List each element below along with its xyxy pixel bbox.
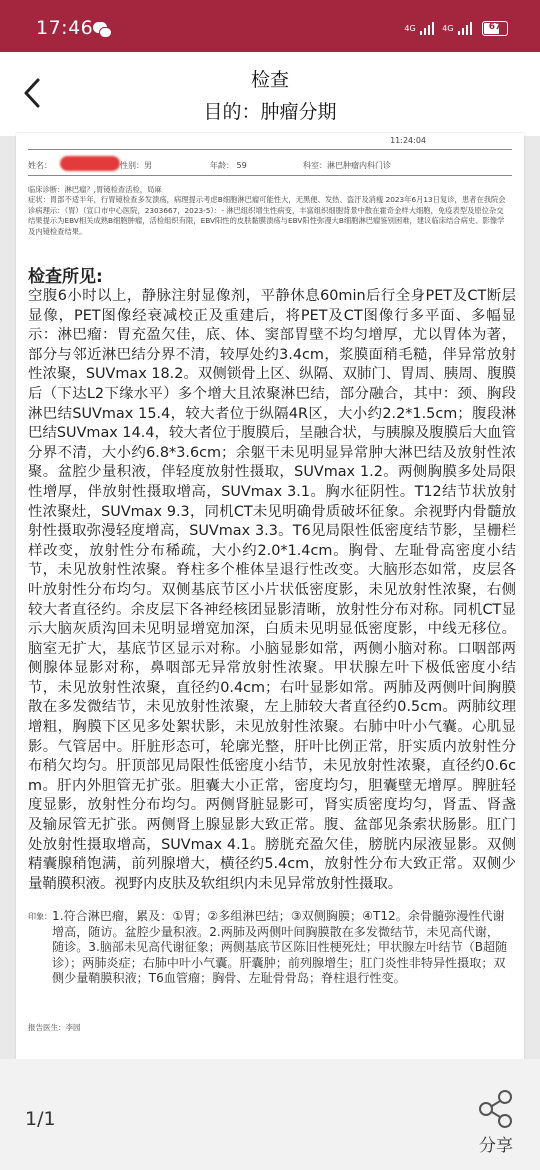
status-bar <box>0 0 540 52</box>
share-label: 分享 <box>479 1136 513 1156</box>
status-time: 17:46 <box>36 17 94 39</box>
impression-block <box>28 909 510 987</box>
nav-header <box>0 52 540 136</box>
report-doctor: 报告医生：李园 <box>28 1023 81 1032</box>
battery-level: 67 <box>488 22 502 32</box>
findings-text: 空腹6小时以上，静脉注射显像剂，平静休息60min后行全身PET及CT断层显像，PET图像经衰减校正及重建后，将PET及CT图像行多平面、多幅显示：淋巴瘤：胃充盈欠佳，底、体、窦部胃壁不均匀增厚，尤以胃体为著，部分与邻近淋巴结分界不清，较厚处约3.4cm，浆膜面稍毛糙，伴异常放射性浓聚，SUVmax 18.2。双侧锁骨上区、纵隔、双肺门、胃周、胰周、腹膜后（下达L2下缘水平）多个增大且浓聚淋巴结，部分融合，其中：颈、胸段淋巴结SUVmax 15.4，较大者位于纵隔4R区，大小约2.2*1.5cm；腹段淋巴结SUVmax 14.4，较大者位于腹膜后，呈融合状，与胰腺及腹膜后大血管分界不清，大小约6.8*3.6cm；余躯干未见明显异常肿大淋巴结及放射性浓聚。盆腔少量积液，伴轻度放射性摄取，SUVmax 1.2。两侧胸膜多处局限性增厚，伴放射性摄取增高，SUVmax 3.1。胸水征阴性。T12结节状放射性浓聚灶，SUVmax 9.3，同机CT未见明确骨质破坏征象。余视野内骨髓放射性摄取弥漫轻度增高，SUVmax 3.3。T6见局限性低密度结节影，呈栅栏样改变，放射性分布稀疏，大小约2.0*1.4cm。胸骨、左耻骨高密度小结节，未见放射性浓聚。脊柱多个椎体呈退行性改变。大脑形态如常，皮层各叶放射性分布均匀。双侧基底节区小片状低密度影，未见放射性浓聚，右侧较大者直径约。余皮层下各神经核团显影清晰，放射性分布对称。同机CT显示大脑灰质沟回未见明显增宽加深，白质未见明显低密度影，中线无移位。脑室无扩大，基底节区显示对称。小脑显影如常，两侧小脑对称。口咽部两侧腺体显影对称，鼻咽部无异常放射性浓聚。甲状腺左叶下极低密度小结节，未见放射性浓聚，直径约0.4cm；右叶显影如常。两肺及两侧叶间胸膜散在多发微结节，未见放射性浓聚，左上肺较大者直径约0.5cm。两肺纹理增粗，胸膜下区见多处絮状影，未见放射性浓聚。右肺中叶小气囊。心肌显影。气管居中。肝脏形态可，轮廓光整，肝叶比例正常，肝实质内放射性分布稍欠均匀。肝顶部见局限性低密度小结节，未见放射性浓聚，直径约0.6cm。肝内外胆管无扩张。胆囊大小正常，密度均匀，胆囊壁无增厚。脾脏轻度显影，放射性分布均匀。两侧肾脏显影可，肾实质密度均匀，肾盂、肾盏及输尿管无扩张。两侧肾上腺显影大致正常。腹、盆部见条索状肠影。肛门处放射性摄取增高，SUVmax 4.1。膀胱充盈欠佳，膀胱内尿液显影。双侧精囊腺稍饱满，前列腺增大，横径约5.4cm，放射性分布大致正常。双侧少量鞘膜积液。视野内皮肤及软组织内未见异常放射性摄取。 <box>28 288 516 892</box>
battery-icon <box>482 21 508 36</box>
bottom-bar <box>0 1059 540 1170</box>
share-button[interactable] <box>474 1089 518 1156</box>
gender-label: 性别：男 <box>120 161 152 170</box>
divider <box>28 175 512 176</box>
status-indicators <box>404 21 508 36</box>
network-type-1: 4G <box>404 24 416 33</box>
clinical-diagnosis: 临床诊断：淋巴瘤？,胃镜检查活检，局麻 <box>28 185 162 194</box>
findings-title: 检查所见: <box>28 267 103 287</box>
age-label: 年龄： 59 <box>210 161 247 170</box>
page-indicator: 1/1 <box>25 1108 56 1130</box>
name-label: 姓名： <box>28 161 52 170</box>
clinical-info <box>28 185 506 237</box>
impression-text: 1.符合淋巴瘤，累及：①胃；②多组淋巴结；③双侧胸膜；④T12。余骨髓弥漫性代谢增高，随访。盆腔少量积液。2.两肺及两侧叶间胸膜散在多发微结节，未见高代谢，随诊。3.脑部未见高代谢征象；两侧基底节区陈旧性梗死灶；甲状腺左叶结节（B超随诊）；两肺炎症；右肺中叶小气囊。肝囊肿；前列腺增生；肛门炎性非特异性摄取；双侧少量鞘膜积液；T6血管瘤；胸骨、左耻骨骨岛；脊柱退行性变。 <box>52 909 508 986</box>
signal-icon-2 <box>458 22 473 35</box>
divider <box>28 149 512 150</box>
symptoms: 症状：胃部不适半年，行胃镜检查多发溃疡，病理提示考虑B细胞淋巴瘤可能性大，无黑便、发热、盗汗及消瘦 2023年6月13日复诊，患者在我院会诊病理示：（胃）（宣口市中心医院，2303667，2023-5）：- 淋巴组织增生性病变，丰富组织细胞背景中散在霍奇金样大细胞，免疫表型及原位杂交结果提示为EBV相关成熟B细胞肿瘤，活检组织有限，EBV阳性的皮肤黏膜溃疡与EBV阳性弥漫大B细胞淋巴瘤鉴别困难，建议临床结合病史、影像学及内镜检查结果。 <box>28 195 506 236</box>
signal-icon-1 <box>420 22 435 35</box>
redacted-name <box>60 156 120 171</box>
dept-label: 科室：淋巴肿瘤内科门诊 <box>303 161 391 170</box>
impression-label: 印象： <box>28 912 52 921</box>
report-document[interactable] <box>16 133 524 1059</box>
page-title: 检查 <box>250 69 289 91</box>
report-timestamp: 11:24:04 <box>390 136 426 145</box>
network-type-2: 4G <box>442 24 454 33</box>
wechat-icon <box>93 22 107 33</box>
page-subtitle: 目的：肿瘤分期 <box>203 101 337 123</box>
share-icon <box>474 1089 518 1129</box>
